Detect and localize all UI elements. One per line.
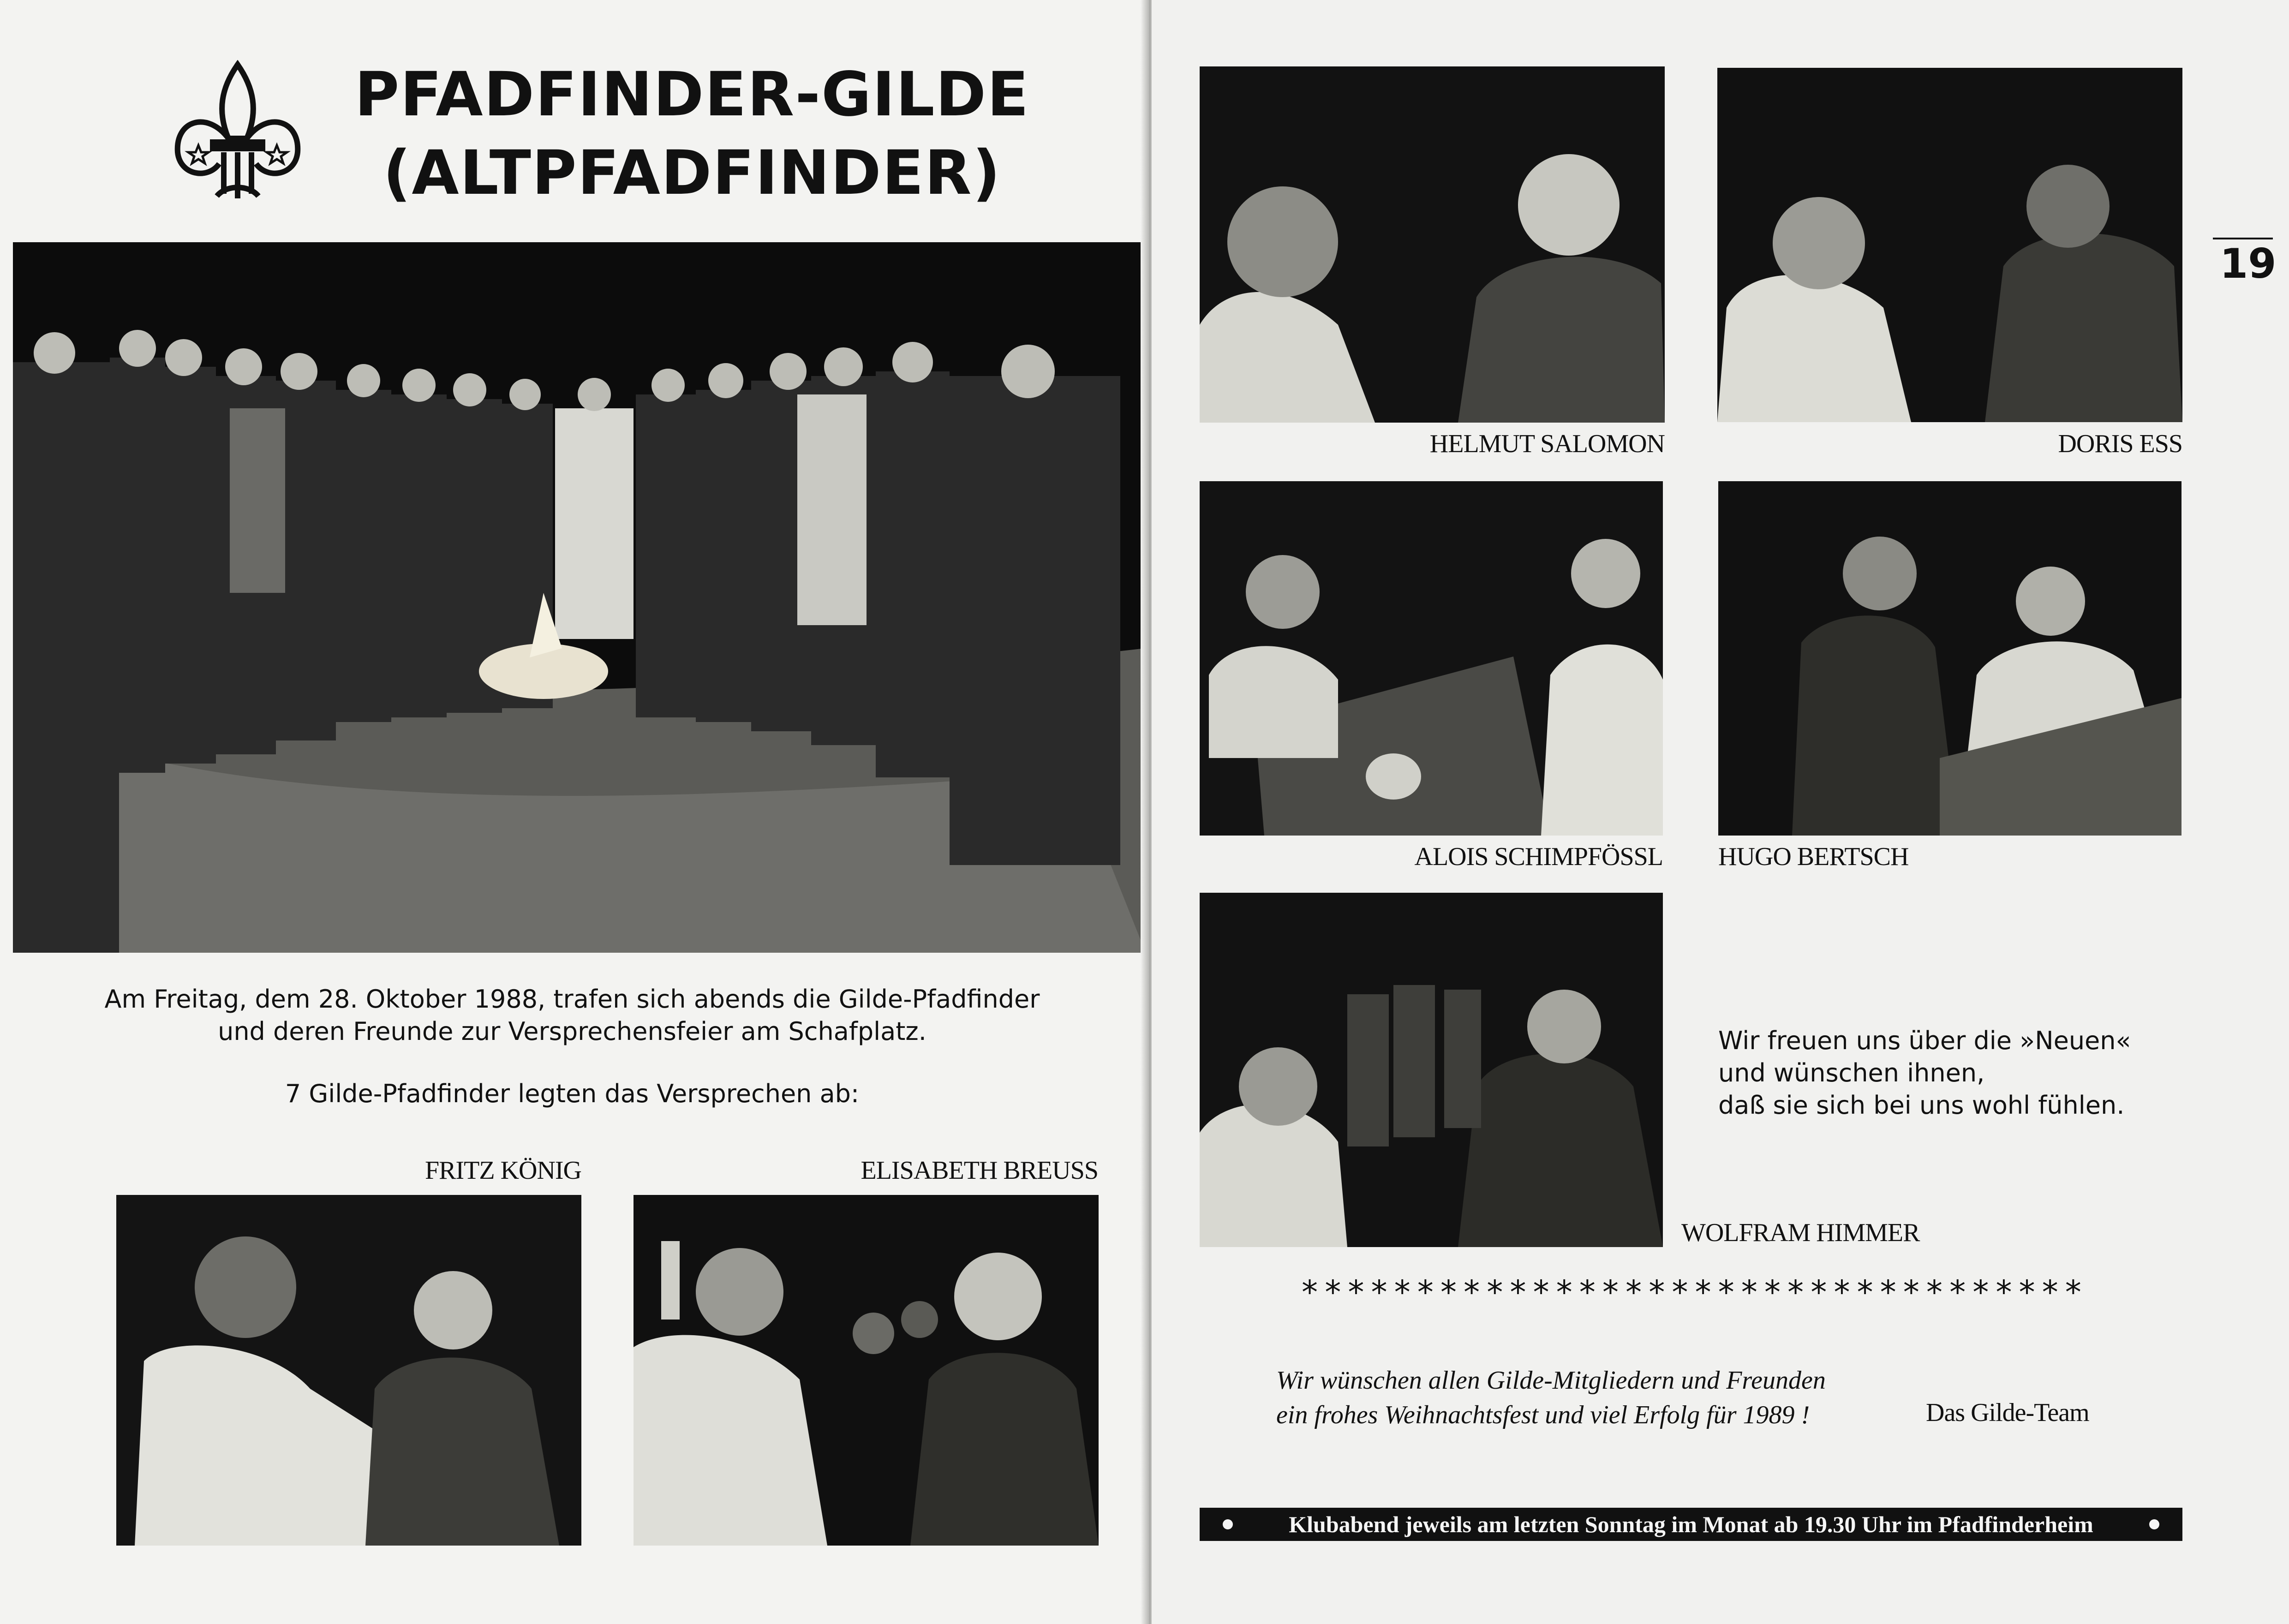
photo-alois-schimpfoessl [1200,481,1663,836]
promise-text: 7 Gilde-Pfadfinder legten das Versprechen ab: [285,1079,860,1108]
photo-doris-ess [1717,68,2182,422]
photo-elisabeth-breuss [634,1195,1099,1546]
page-number: 19 [2220,240,2277,287]
page-title-line2: (ALTPFADFINDER) [383,137,1001,209]
signature: Das Gilde-Team [1926,1398,2089,1427]
scout-fleur-de-lis-icon [166,60,309,208]
caption-elisabeth-breuss: ELISABETH BREUSS [861,1156,1098,1185]
page-title-line1: PFADFINDER-GILDE [354,59,1030,130]
right-page [1152,0,2289,1624]
wishes-line1: Wir wünschen allen Gilde-Mitgliedern und Freunden [1276,1366,1826,1395]
intro-text-line2: und deren Freunde zur Versprechensfeier am Schafplatz. [218,1017,926,1046]
photo-hugo-bertsch [1718,481,2181,836]
caption-helmut-salomon: HELMUT SALOMON [1429,430,1665,458]
bullet-icon [1223,1519,1233,1529]
banner-text: Klubabend jeweils am letzten Sonntag im Monat ab 19.30 Uhr im Pfadfinderheim [1289,1511,2093,1537]
photo-wolfram-himmer [1200,893,1663,1247]
caption-doris-ess: DORIS ESS [2058,430,2182,458]
caption-hugo-bertsch: HUGO BERTSCH [1718,842,1909,871]
campfire-group-photo [13,242,1146,953]
caption-alois-schimpfoessl: ALOIS SCHIMPFÖSSL [1414,842,1663,871]
caption-wolfram-himmer: WOLFRAM HIMMER [1681,1218,1920,1247]
bullet-icon [2149,1519,2159,1529]
intro-text-line1: Am Freitag, dem 28. Oktober 1988, trafen sich abends die Gilde-Pfadfinder [104,985,1040,1014]
welcome-line1: Wir freuen uns über die »Neuen« [1718,1026,2131,1055]
photo-fritz-koenig [116,1195,581,1546]
welcome-line3: daß sie sich bei uns wohl fühlen. [1718,1091,2125,1120]
photo-helmut-salomon [1200,66,1665,423]
club-evening-banner [1200,1508,2182,1541]
star-divider: ********************************** [1300,1273,2087,1311]
wishes-line2: ein frohes Weihnachtsfest und viel Erfolg für 1989 ! [1276,1401,1810,1429]
caption-fritz-koenig: FRITZ KÖNIG [425,1156,581,1185]
page-number-rule [2213,238,2273,239]
welcome-line2: und wünschen ihnen, [1718,1058,1985,1087]
